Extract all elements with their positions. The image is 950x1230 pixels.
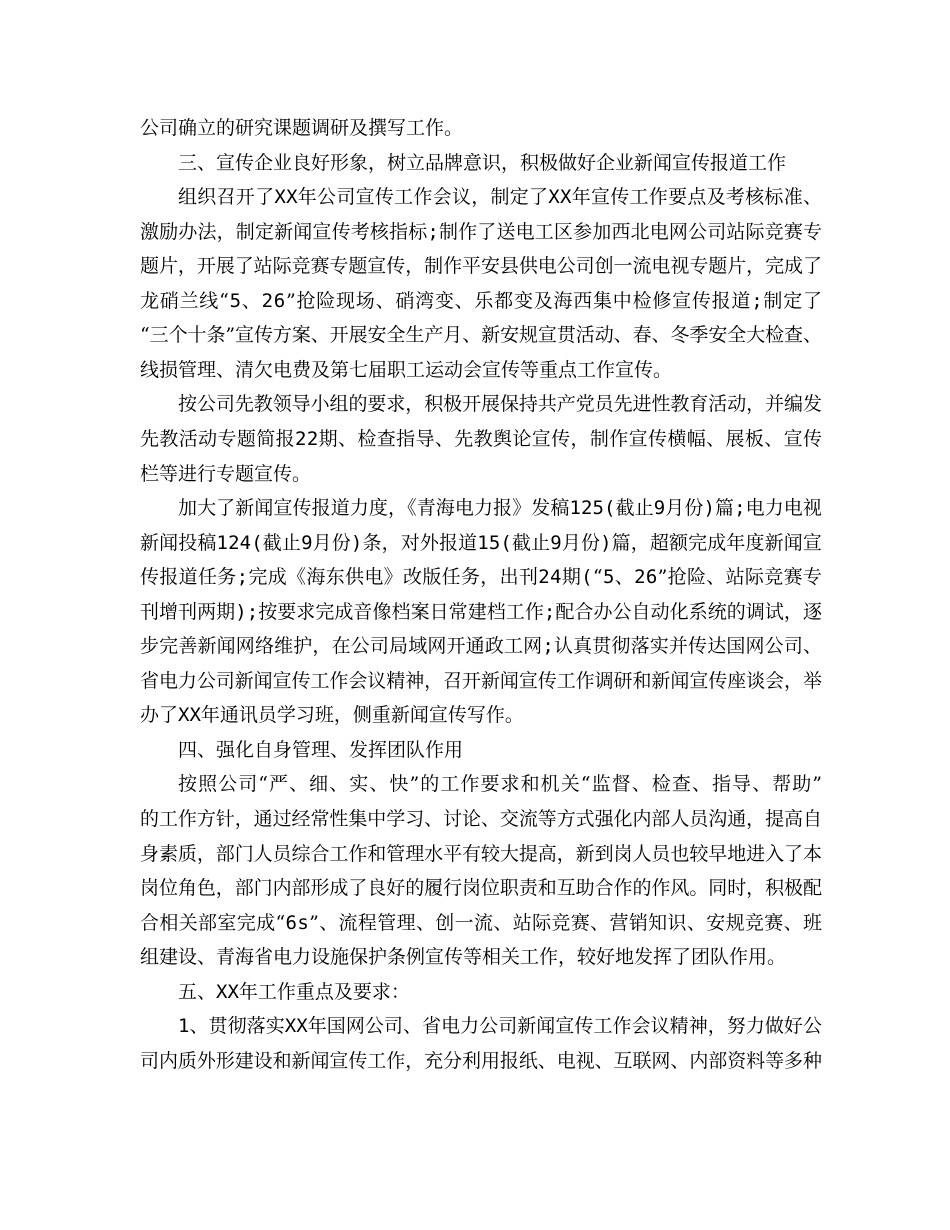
text-line-16: 步完善新闻网络维护，在公司局域网开通政工网;认真贯彻落实并传达国网公司、 bbox=[140, 635, 823, 657]
text-line-6: 龙硝兰线“5、26”抢险现场、硝湾变、乐都变及海西集中检修宣传报道;制定了 bbox=[140, 290, 823, 312]
text-line-14: 传报道任务;完成《海东供电》改版任务，出刊24期(“5、26”抢险、站际竞赛专 bbox=[140, 566, 823, 588]
text-line-24: 合相关部室完成“6s”、流程管理、创一流、站际竞赛、营销知识、安规竞赛、班 bbox=[140, 912, 823, 934]
text-line-17: 省电力公司新闻宣传工作会议精神，召开新闻宣传工作调研和新闻宣传座谈会，举 bbox=[140, 670, 822, 692]
text-line-12: 加大了新闻宣传报道力度，《青海电力报》发稿125(截止9月份)篇;电力电视 bbox=[178, 497, 822, 519]
text-line-25: 组建设、青海省电力设施保护条例宣传等相关工作，较好地发挥了团队作用。 bbox=[140, 946, 787, 968]
text-line-22: 身素质，部门人员综合工作和管理水平有较大提高，新到岗人员也较早地进入了本 bbox=[140, 843, 822, 865]
text-line-13: 新闻投稿124(截止9月份)条，对外报道15(截止9月份)篇，超额完成年度新闻宣 bbox=[140, 532, 823, 554]
text-line-15: 刊增刊两期);按要求完成音像档案日常建档工作;配合办公自动化系统的调试，逐 bbox=[140, 601, 823, 623]
text-line-7: “三个十条”宣传方案、开展安全生产月、新安规宣贯活动、春、冬季安全大检查、 bbox=[140, 324, 822, 346]
text-line-1: 公司确立的研究课题调研及撰写工作。 bbox=[140, 117, 464, 139]
text-line-27: 1、贯彻落实XX年国网公司、省电力公司新闻宣传工作会议精神，努力做好公 bbox=[178, 1015, 823, 1037]
text-line-10: 先教活动专题简报22期、检查指导、先教舆论宣传，制作宣传横幅、展板、宣传 bbox=[140, 428, 823, 450]
text-line-8: 线损管理、清欠电费及第七届职工运动会宣传等重点工作宣传。 bbox=[140, 359, 673, 381]
section-heading-4: 四、强化自身管理、发挥团队作用 bbox=[178, 739, 464, 761]
text-line-9: 按公司先教领导小组的要求，积极开展保持共产党员先进性教育活动，并编发 bbox=[178, 393, 822, 415]
text-line-28: 司内质外形建设和新闻宣传工作，充分利用报纸、电视、互联网、内部资料等多种 bbox=[140, 1050, 822, 1072]
text-line-4: 激励办法，制定新闻宣传考核指标;制作了送电工区参加西北电网公司站际竞赛专 bbox=[140, 221, 823, 243]
section-heading-5: 五、XX年工作重点及要求： bbox=[178, 981, 410, 1003]
text-line-18: 办了XX年通讯员学习班，侧重新闻宣传写作。 bbox=[140, 704, 524, 726]
section-heading-3: 三、宣传企业良好形象，树立品牌意识，积极做好企业新闻宣传报道工作 bbox=[178, 152, 787, 174]
text-line-11: 栏等进行专题宣传。 bbox=[140, 463, 312, 485]
text-line-5: 题片，开展了站际竞赛专题宣传，制作平安县供电公司创一流电视专题片，完成了 bbox=[140, 255, 822, 277]
text-line-21: 的工作方针，通过经常性集中学习、讨论、交流等方式强化内部人员沟通，提高自 bbox=[140, 808, 822, 830]
text-line-3: 组织召开了XX年公司宣传工作会议，制定了XX年宣传工作要点及考核标准、 bbox=[178, 186, 823, 208]
text-line-23: 岗位角色，部门内部形成了良好的履行岗位职责和互助合作的作风。同时，积极配 bbox=[140, 877, 822, 899]
text-line-20: 按照公司“严、细、实、快”的工作要求和机关“监督、检查、指导、帮助” bbox=[178, 773, 824, 795]
